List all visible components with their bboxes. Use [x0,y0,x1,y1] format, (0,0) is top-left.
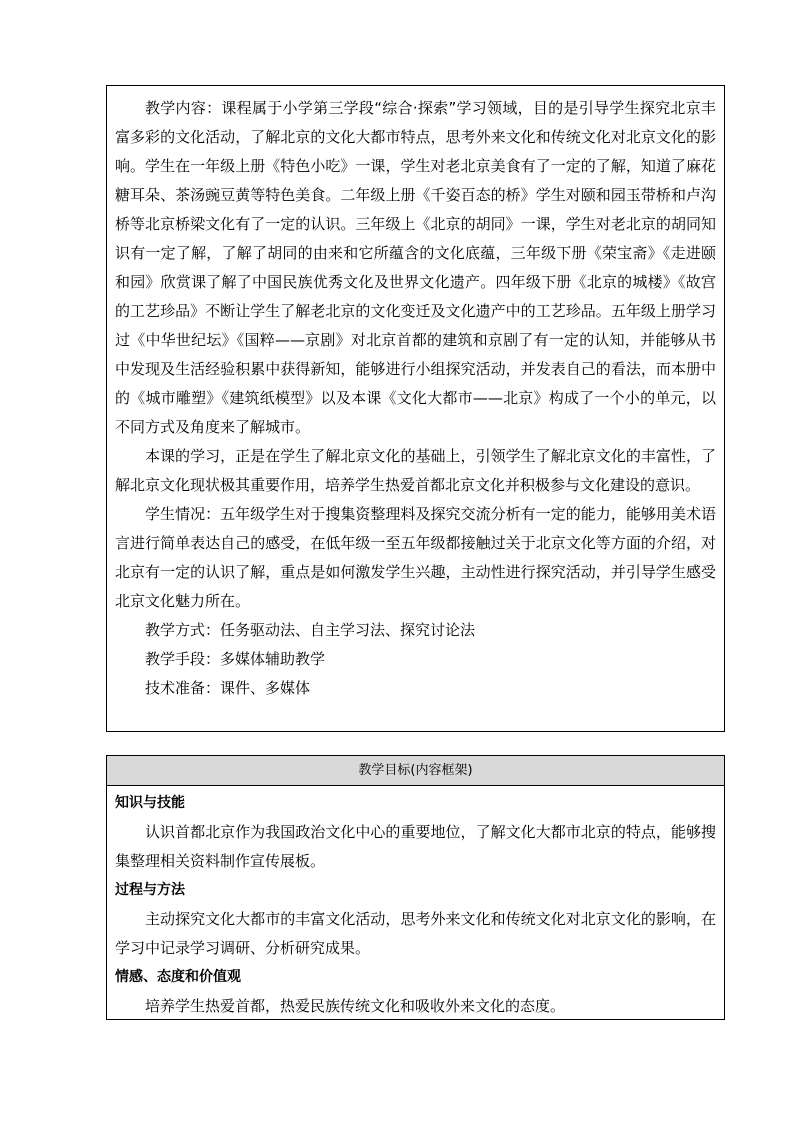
teaching-method-line: 教学方式：任务驱动法、自主学习法、探究讨论法 [145,621,476,639]
lesson-purpose-paragraph: 本课的学习，正是在学生了解北京文化的基础上，引领学生了解北京文化的丰富性，了解北京文化现状极其重要作用，培养学生热爱首都北京文化并积极参与文化建设的意识。 [115,447,716,494]
process-method-heading: 过程与方法 [115,882,185,898]
student-situation-paragraph: 学生情况：五年级学生对于搜集资整理料及探究交流分析有一定的能力，能够用美术语言进行简单表达自己的感受，在低年级一至五年级都接触过关于北京文化等方面的介绍，对北京有一定的认识了解，重点是如何激发学生兴趣，主动性进行探究活动，并引导学生感受北京文化魅力所在。 [115,505,716,610]
attitude-values-heading: 情感、态度和价值观 [115,969,241,985]
objectives-header: 教学目标(内容框架) [107,756,724,786]
teaching-content-paragraph: 教学内容：课程属于小学第三学段“综合·探索”学习领域，目的是引导学生探究北京丰富多彩的文化活动，了解北京的文化大都市特点，思考外来文化和传统文化对北京文化的影响。学生在一年级上册《特色小吃》一课，学生对老北京美食有了一定的了解，知道了麻花糖耳朵、茶汤豌豆黄等特色美食。二年级上册《千姿百态的桥》学生对颐和园玉带桥和卢沟桥等北京桥梁文化有了一定的认识。三年级上《北京的胡同》一课，学生对老北京的胡同知识有一定了解，了解了胡同的由来和它所蕴含的文化底蕴，三年级下册《荣宝斋》《走进颐和园》欣赏课了解了中国民族优秀文化及世界文化遗产。四年级下册《北京的城楼》《故宫的工艺珍品》不断让学生了解老北京的文化变迁及文化遗产中的工艺珍品。五年级上册学习过《中华世纪坛》《国粹——京剧》对北京首都的建筑和京剧了有一定的认知，并能够从书中发现及生活经验积累中获得新知，能够进行小组探究活动，并发表自己的看法，而本册中的《城市雕塑》《建筑纸模型》以及本课《文化大都市——北京》构成了一个小的单元，以不同方式及角度来了解城市。 [115,99,716,436]
teaching-content-box [106,85,725,732]
teaching-means-line: 教学手段：多媒体辅助教学 [145,650,326,668]
process-method-text: 主动探究文化大都市的丰富文化活动，思考外来文化和传统文化对北京文化的影响，在学习中记录学习调研、分析研究成果。 [115,910,716,957]
objectives-body [107,786,724,1021]
teaching-objectives-box [106,755,725,1020]
knowledge-skills-heading: 知识与技能 [115,795,185,811]
technical-preparation-line: 技术准备：课件、多媒体 [145,679,311,697]
knowledge-skills-text: 认识首都北京作为我国政治文化中心的重要地位，了解文化大都市北京的特点，能够搜集整理相关资料制作宣传展板。 [115,823,716,870]
attitude-values-text: 培养学生热爱首都，热爱民族传统文化和吸收外来文化的态度。 [145,997,566,1015]
